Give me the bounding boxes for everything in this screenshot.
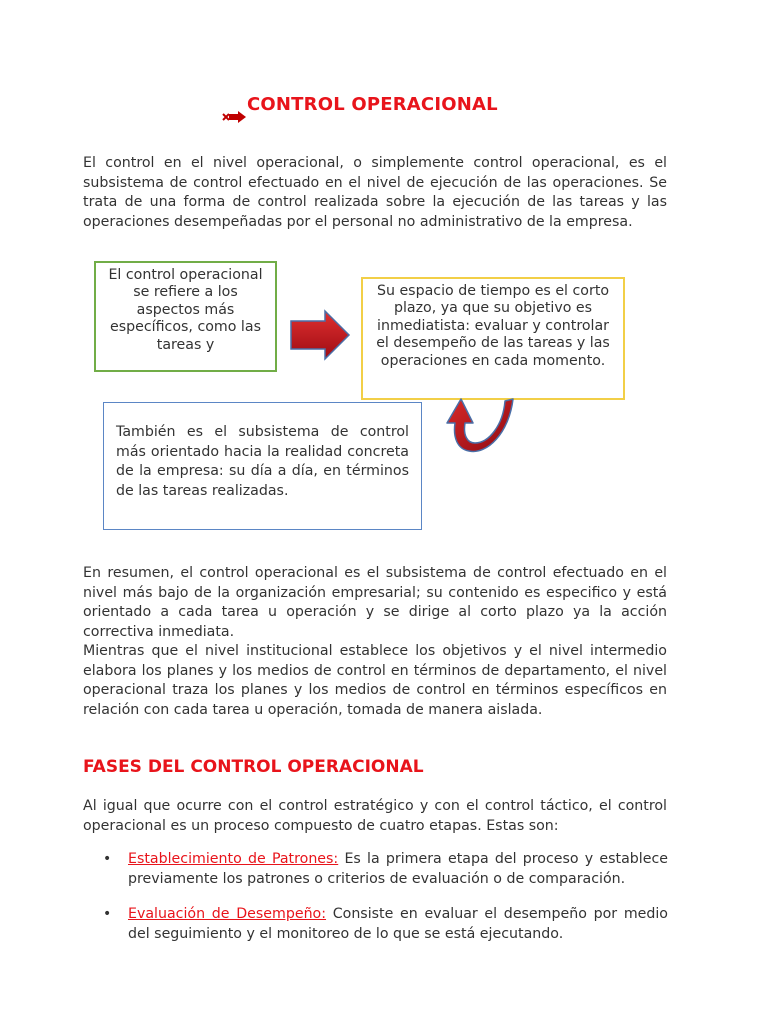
bullet-icon: • — [103, 906, 112, 923]
phases-heading: FASES DEL CONTROL OPERACIONAL — [83, 757, 424, 777]
phases-intro-paragraph: Al igual que ocurre con el control estratégico y con el control táctico, el control operacional es un proceso compuesto de cuatro etapas. Estas son: — [83, 798, 667, 834]
intro-paragraph: El control en el nivel operacional, o simplemente control operacional, es el subsistema de control efectuado en el nivel de ejecución de las operaciones. Se trata de una forma de control realizada sobre la ejecución de las tareas y las operaciones desempeñadas por el personal no administrativo de la empresa. — [83, 155, 667, 230]
summary-paragraph-2: Mientras que el nivel institucional establece los objetivos y el nivel intermedio elabora los planes y los medios de control en términos de departamento, el nivel operacional traza los planes y los medios de control en términos específicos en relación con cada tarea u operación, tomada de manera aislada. — [83, 643, 667, 718]
list-item — [83, 850, 668, 889]
arrow-right-icon — [289, 309, 351, 361]
diagram-box-specific-aspects: El control operacional se refiere a los aspectos más específicos, como las tareas y — [94, 261, 277, 372]
phases-list — [83, 850, 668, 960]
list-item — [83, 905, 668, 944]
diagram-box-time-span: Su espacio de tiempo es el corto plazo, ya que su objetivo es inmediatista: evaluar y controlar el desempeño de las tareas y las operaciones en cada momento. — [361, 277, 625, 400]
curved-arrow-icon — [443, 393, 519, 457]
phase-description: Consiste en evaluar el desempeño por medio del seguimiento y el monitoreo de lo que se está ejecutando. — [128, 906, 668, 942]
bullet-icon: • — [103, 851, 112, 867]
phase-description: Es la primera etapa del proceso y establece previamente los patrones o criterios de evaluación o de comparación. — [128, 851, 669, 887]
diagram-box-reality: También es el subsistema de control más orientado hacia la realidad concreta de la empresa: su día a día, en términos de las tareas realizadas. — [103, 402, 422, 530]
phase-term: Establecimiento de Patrones: — [128, 851, 339, 867]
summary-paragraph-1: En resumen, el control operacional es el subsistema de control efectuado en el nivel más bajo de la organización empresarial; su contenido es especifico y está orientado a cada tarea u operación y se dirige al corto plazo ya la acción correctiva inmediata. — [83, 565, 667, 640]
phase-term: Evaluación de Desempeño: — [128, 906, 327, 923]
page-title: CONTROL OPERACIONAL — [247, 94, 498, 115]
broken-image-icon — [221, 110, 247, 126]
